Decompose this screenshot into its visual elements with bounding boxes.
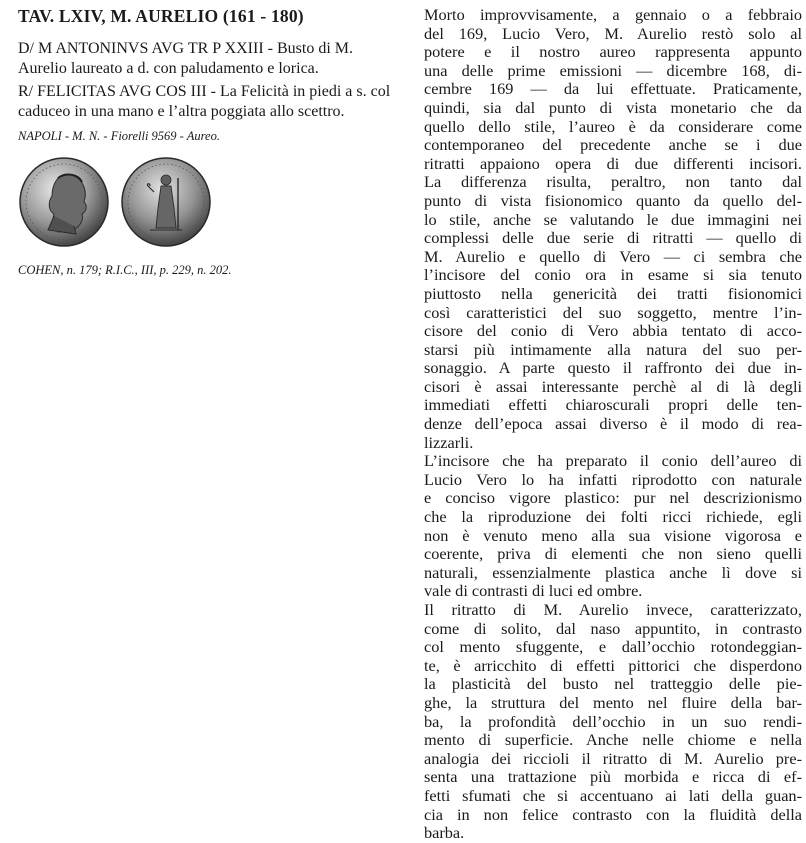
text-line: cia in non felice contrasto con la fluidità della bbox=[424, 804, 802, 824]
reverse-coin-image bbox=[120, 156, 212, 248]
text-line: Lucio Vero lo ha infatti riprodotto con naturale bbox=[424, 469, 802, 489]
text-line: coerente, priva di elementi che non sieno quelli bbox=[424, 544, 802, 564]
plate-title: TAV. LXIV, M. AURELIO (161 - 180) bbox=[18, 6, 304, 26]
text-line: sonaggio. A parte questo il raffronto dei due in- bbox=[424, 358, 802, 378]
text-line: ghe, la struttura del mento nel fluire della bar- bbox=[424, 692, 802, 712]
left-column bbox=[18, 6, 394, 278]
text-line: lo stile, anche se valutando le due immagini nei bbox=[424, 209, 802, 229]
text-line: piuttosto nella genericità dei tratti fisionomici bbox=[424, 283, 802, 303]
text-line: L’incisore che ha preparato il conio dell’aureo di bbox=[424, 451, 802, 471]
text-line: e conciso vigore plastico: pur nel descrizionismo bbox=[424, 488, 802, 508]
text-line: che la riproduzione dei folti ricci richiede, egli bbox=[424, 507, 802, 527]
text-line: denze dell’epoca assai diverso è il modo di rea- bbox=[424, 414, 802, 434]
text-line: complessi delle due serie di ritratti — quello di bbox=[424, 228, 802, 248]
text-line: cisore del conio di Vero abbia tentato di acco- bbox=[424, 321, 802, 341]
text-line: col mento sfuggente, e dall’occhio rotondeggian- bbox=[424, 637, 802, 657]
text-line: ba, la profondità dell’occhio in un suo rendi- bbox=[424, 711, 802, 731]
obverse-description: D/ M ANTONINVS AVG TR P XXIII - Busto di M. Aurelio laureato a d. con paludamento e lorica. bbox=[18, 40, 353, 77]
bibliography-reference: COHEN, n. 179; R.I.C., III, p. 229, n. 202. bbox=[18, 263, 232, 277]
text-line: starsi più intimamente alla natura del suo per- bbox=[424, 339, 802, 359]
text-line: non è venuto meno alla sua visione vigorosa e bbox=[424, 525, 802, 545]
text-line: lizzarli. bbox=[424, 432, 474, 452]
commentary-paragraph-1 bbox=[424, 6, 802, 452]
text-line: fetti sfumati che si accentuano ai lati della guan- bbox=[424, 785, 802, 805]
commentary-paragraph-2 bbox=[424, 452, 802, 601]
text-line: M. Aurelio e quello di Vero — ci sembra che bbox=[424, 246, 802, 266]
text-line: barba. bbox=[424, 823, 465, 843]
text-line: punto di vista fisionomico quanto da quello del- bbox=[424, 190, 802, 210]
text-line: Il ritratto di M. Aurelio invece, caratterizzato, bbox=[424, 600, 802, 619]
text-line: analogia dei riccioli il ritratto di M. Aurelio pre- bbox=[424, 748, 802, 768]
obverse-coin-image bbox=[18, 156, 110, 248]
text-line: potere e il nostro aureo rappresenta appunto bbox=[424, 42, 802, 62]
text-line: La differenza risulta, peraltro, non tanto dal bbox=[424, 172, 802, 192]
collection-reference: NAPOLI - M. N. - Fiorelli 9569 - Aureo. bbox=[18, 129, 220, 143]
reverse-description: R/ FELICITAS AVG COS III - La Felicità in piedi a s. col caduceo in una mano e l’altra poggiata allo scettro. bbox=[18, 83, 391, 120]
text-line: cembre 169 — da lui effettuate. Praticamente, bbox=[424, 79, 802, 99]
text-line: ritratti appaiono opera di due differenti incisori. bbox=[424, 153, 802, 173]
text-line: come di solito, dal naso appuntito, in contrasto bbox=[424, 618, 802, 638]
text-line: quello dello stile, l’aureo è da considerare come bbox=[424, 116, 802, 136]
text-line: naturali, essenzialmente plastica anche lì dove si bbox=[424, 562, 802, 582]
text-line: cisori è assai interessante perchè al di là degli bbox=[424, 376, 802, 396]
text-line: così caratteristici del suo soggetto, mentre l’in- bbox=[424, 302, 802, 322]
text-line: l’incisore del conio ora in esame si sia tenuto bbox=[424, 265, 802, 285]
commentary-column bbox=[424, 6, 802, 843]
text-line: del 169, Lucio Vero, M. Aurelio restò solo al bbox=[424, 23, 802, 43]
text-line: senta una trattazione più morbida e ricca di ef- bbox=[424, 767, 802, 787]
text-line: immediati effetti chiaroscurali propri delle ten- bbox=[424, 395, 802, 415]
text-line: vale di contrasti di luci ed ombre. bbox=[424, 581, 643, 601]
text-line: Morto improvvisamente, a gennaio o a febbraio bbox=[424, 5, 802, 24]
text-line: la plasticità del busto nel tratteggio delle pie- bbox=[424, 674, 802, 694]
text-line: te, è arricchito di effetti pittorici che disperdono bbox=[424, 655, 802, 675]
commentary-paragraph-3 bbox=[424, 601, 802, 843]
text-line: mento di superficie. Anche nelle chiome e nella bbox=[424, 730, 802, 750]
text-line: una delle prime emissioni — dicembre 168, di- bbox=[424, 60, 802, 80]
text-line: quindi, sia dal punto di vista monetario che da bbox=[424, 97, 802, 117]
text-line: contemporaneo del precedente anche se i due bbox=[424, 135, 802, 155]
coin-images bbox=[18, 156, 394, 256]
